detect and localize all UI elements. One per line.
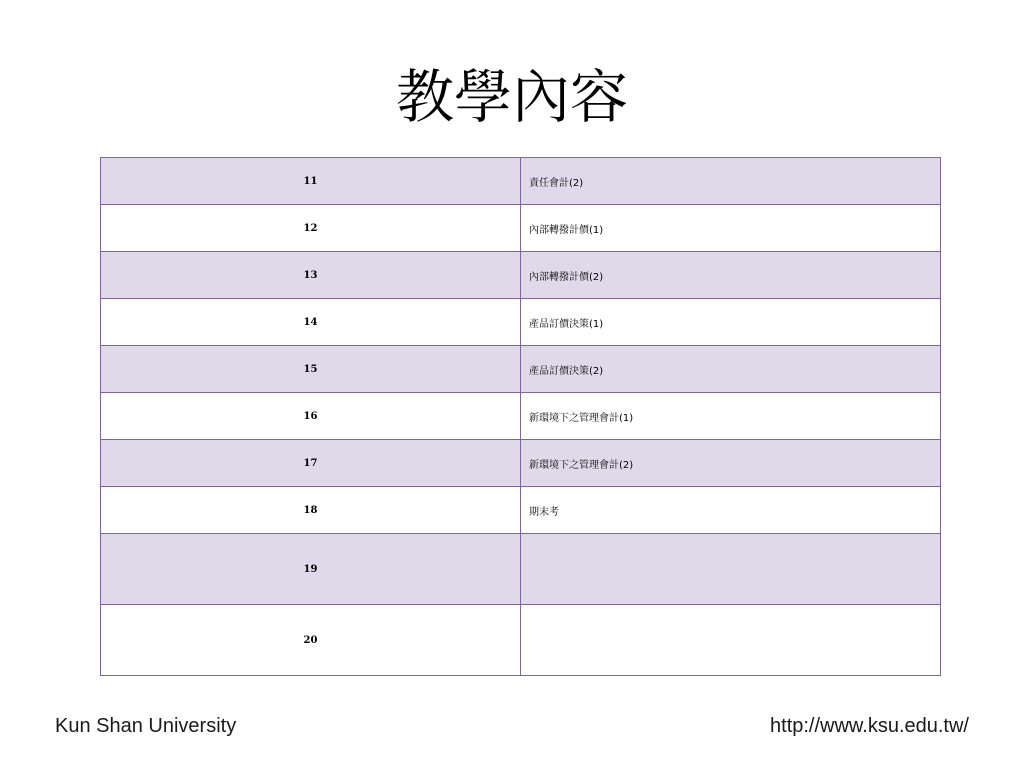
week-number: 12: [101, 205, 521, 252]
topic-cell: [521, 605, 941, 676]
table-row: [101, 534, 941, 605]
week-number: 15: [101, 346, 521, 393]
slide-title: 教學內容: [395, 63, 628, 131]
table-row: [101, 440, 941, 487]
week-number: 19: [101, 534, 521, 605]
week-number: 16: [101, 393, 521, 440]
topic-cell: 產品訂價決策(2): [521, 346, 941, 393]
topic-cell: 新環境下之管理會計(1): [521, 393, 941, 440]
table-row: [101, 393, 941, 440]
topic-cell: 內部轉撥計價(2): [521, 252, 941, 299]
week-number: 18: [101, 487, 521, 534]
footer-url: http://www.ksu.edu.tw/: [770, 715, 969, 737]
table-row: [101, 158, 941, 205]
table-row: [101, 346, 941, 393]
week-number: 11: [101, 158, 521, 205]
table-row: [101, 605, 941, 676]
course-schedule-table: [100, 157, 941, 676]
topic-cell: [521, 534, 941, 605]
week-number: 20: [101, 605, 521, 676]
topic-cell: 期末考: [521, 487, 941, 534]
table-row: [101, 205, 941, 252]
week-number: 13: [101, 252, 521, 299]
table-row: [101, 299, 941, 346]
table-row: [101, 487, 941, 534]
footer-university-name: Kun Shan University: [55, 715, 237, 737]
week-number: 17: [101, 440, 521, 487]
table-row: [101, 252, 941, 299]
topic-cell: 內部轉撥計價(1): [521, 205, 941, 252]
week-number: 14: [101, 299, 521, 346]
topic-cell: 責任會計(2): [521, 158, 941, 205]
topic-cell: 新環境下之管理會計(2): [521, 440, 941, 487]
topic-cell: 產品訂價決策(1): [521, 299, 941, 346]
